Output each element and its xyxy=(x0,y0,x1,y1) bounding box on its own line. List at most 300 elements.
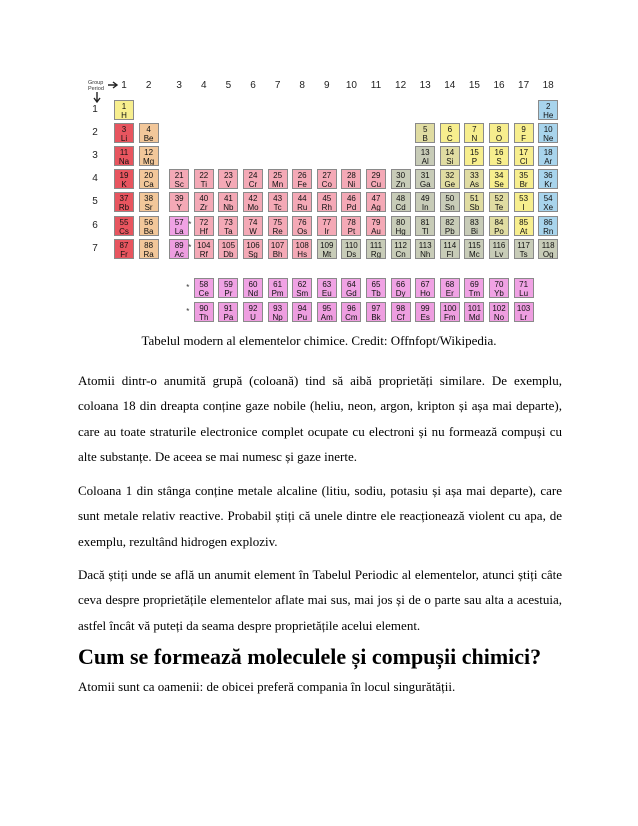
group-number-8: 8 xyxy=(299,80,305,91)
atomic-number: 54 xyxy=(543,194,553,204)
element-symbol: P xyxy=(471,157,478,167)
period-axis-label: Period xyxy=(88,86,104,92)
element-symbol: Sn xyxy=(444,203,455,213)
element-at xyxy=(514,216,534,236)
element-f xyxy=(514,123,534,143)
element-symbol: As xyxy=(469,180,480,190)
element-rn xyxy=(538,216,558,236)
element-symbol: Cm xyxy=(345,313,358,322)
element-rh xyxy=(317,192,337,212)
group-number-4: 4 xyxy=(201,80,207,91)
element-symbol: Bi xyxy=(470,226,478,236)
atomic-number: 25 xyxy=(273,171,283,181)
atomic-number: 108 xyxy=(295,240,309,250)
group-number-16: 16 xyxy=(493,80,505,91)
element-symbol: U xyxy=(250,313,256,322)
element-ir xyxy=(317,216,337,236)
atomic-number: 100 xyxy=(443,304,457,313)
element-symbol: Ts xyxy=(519,249,528,259)
element-symbol: Sm xyxy=(296,289,309,298)
atomic-number: 62 xyxy=(297,280,307,289)
element-symbol: Nb xyxy=(223,203,234,213)
element-cn xyxy=(391,239,411,259)
element-yb xyxy=(489,278,509,298)
element-pb xyxy=(440,216,460,236)
element-cf xyxy=(391,302,411,322)
element-fl xyxy=(440,239,460,259)
paragraph-position: Dacă știți unde se află un anumit element în Tabelul Periodic al elementelor, atunci știți câte ceva despre proprietățile elementelor aflate mai sus, mai jos și de o parte sau alta a acestuia, astfel încât vă puteți da seama despre proprietățile acelui element. xyxy=(78,567,562,633)
element-pm xyxy=(268,278,288,298)
element-te xyxy=(489,192,509,212)
element-b xyxy=(415,123,435,143)
element-symbol: Tl xyxy=(421,226,429,236)
element-sg xyxy=(243,239,263,259)
atomic-number: 97 xyxy=(371,304,381,313)
element-symbol: Ho xyxy=(420,289,431,298)
element-symbol: Am xyxy=(320,313,333,322)
element-sr xyxy=(139,192,159,212)
element-symbol: C xyxy=(446,134,453,144)
atomic-number: 102 xyxy=(492,304,506,313)
element-i xyxy=(514,192,534,212)
element-ni xyxy=(341,169,361,189)
atomic-number: 48 xyxy=(396,194,406,204)
element-symbol: Ta xyxy=(224,226,233,236)
atomic-number: 89 xyxy=(174,240,184,250)
element-symbol: Sr xyxy=(144,203,153,213)
group-number-17: 17 xyxy=(518,80,530,91)
element-symbol: Pu xyxy=(297,313,308,322)
element-ca xyxy=(139,169,159,189)
element-symbol: Ne xyxy=(543,134,554,144)
atomic-number: 75 xyxy=(273,217,283,227)
atomic-number: 1 xyxy=(121,102,127,111)
element-symbol: Zr xyxy=(200,203,208,213)
element-h xyxy=(114,100,134,120)
atomic-number: 28 xyxy=(346,171,356,181)
element-symbol: Th xyxy=(199,313,209,322)
element-nh xyxy=(415,239,435,259)
atomic-number: 49 xyxy=(420,194,430,204)
element-ge xyxy=(440,169,460,189)
atomic-number: 84 xyxy=(494,217,504,227)
element-symbol: Si xyxy=(446,157,454,167)
atomic-number: 113 xyxy=(418,240,432,250)
element-tm xyxy=(464,278,484,298)
periodic-table-figure xyxy=(86,78,566,330)
element-ba xyxy=(139,216,159,236)
atomic-number: 56 xyxy=(144,217,154,227)
element-symbol: Rb xyxy=(118,203,130,213)
element-er xyxy=(440,278,460,298)
element-symbol: Ir xyxy=(324,226,330,236)
element-dy xyxy=(391,278,411,298)
element-symbol: Pd xyxy=(346,203,357,213)
atomic-number: 9 xyxy=(521,125,526,135)
atomic-number: 5 xyxy=(422,125,428,135)
element-c xyxy=(440,123,460,143)
element-pu xyxy=(292,302,312,322)
element-symbol: At xyxy=(519,226,528,236)
element-cm xyxy=(341,302,361,322)
element-eu xyxy=(317,278,337,298)
element-symbol: Cl xyxy=(519,157,528,167)
element-symbol: Rg xyxy=(370,249,382,259)
element-symbol: Re xyxy=(272,226,283,236)
element-symbol: Md xyxy=(468,313,480,322)
atomic-number: 26 xyxy=(297,171,307,181)
element-zr xyxy=(194,192,214,212)
element-symbol: Ra xyxy=(143,249,154,259)
element-symbol: Lv xyxy=(494,249,504,259)
atomic-number: 111 xyxy=(369,240,383,250)
element-hs xyxy=(292,239,312,259)
element-ta xyxy=(218,216,238,236)
element-symbol: Gd xyxy=(346,289,357,298)
element-ne xyxy=(538,123,558,143)
element-ds xyxy=(341,239,361,259)
atomic-number: 29 xyxy=(371,171,381,181)
group-number-3: 3 xyxy=(176,80,182,91)
group-number-1: 1 xyxy=(121,80,127,91)
element-symbol: Lr xyxy=(520,313,528,322)
element-symbol: Og xyxy=(542,249,554,259)
element-symbol: Tb xyxy=(371,289,381,298)
element-symbol: Co xyxy=(321,180,332,190)
element-symbol: Y xyxy=(176,203,182,213)
element-symbol: F xyxy=(521,134,527,144)
element-symbol: Pm xyxy=(271,289,284,298)
element-symbol: Ce xyxy=(198,289,209,298)
atomic-number: 104 xyxy=(197,240,211,250)
element-zn xyxy=(391,169,411,189)
atomic-number: 76 xyxy=(297,217,307,227)
element-ag xyxy=(366,192,386,212)
element-tc xyxy=(268,192,288,212)
group-number-14: 14 xyxy=(444,80,456,91)
atomic-number: 90 xyxy=(199,304,209,313)
atomic-number: 85 xyxy=(519,217,529,227)
element-symbol: Ac xyxy=(174,249,184,259)
element-symbol: Pr xyxy=(224,289,233,298)
element-symbol: Cn xyxy=(395,249,406,259)
period-number-5: 5 xyxy=(92,196,98,208)
group-number-2: 2 xyxy=(145,80,152,91)
element-symbol: N xyxy=(471,134,478,144)
atomic-number: 44 xyxy=(297,194,307,204)
atomic-number: 67 xyxy=(420,280,430,289)
element-lr xyxy=(514,302,534,322)
atomic-number: 45 xyxy=(322,194,332,204)
element-symbol: Mn xyxy=(272,180,284,190)
element-symbol: Hg xyxy=(395,226,406,236)
atomic-number: 31 xyxy=(420,171,430,181)
element-si xyxy=(440,146,460,166)
atomic-number: 13 xyxy=(420,148,430,158)
element-symbol: La xyxy=(174,226,184,236)
atomic-number: 94 xyxy=(297,304,307,313)
atomic-number: 35 xyxy=(519,171,529,181)
element-mc xyxy=(464,239,484,259)
element-y xyxy=(169,192,189,212)
atomic-number: 82 xyxy=(445,217,455,227)
group-number-12: 12 xyxy=(395,80,407,91)
group-number-15: 15 xyxy=(468,80,480,91)
atomic-number: 21 xyxy=(174,171,184,181)
element-pd xyxy=(341,192,361,212)
paragraph-groups: Atomii dintr-o anumită grupă (coloană) tind să aibă proprietăți similare. De exemplu, coloana 18 din dreapta conține gaze nobile (heliu, neon, argon, kripton și așa mai departe), care au toate straturile electronice complet ocupate cu electroni și nu formează compuși cu alte substanțe. De aceea se mai numesc și gaze inerte. xyxy=(78,373,562,465)
element-sc xyxy=(169,169,189,189)
atomic-number: 32 xyxy=(445,171,455,181)
element-w xyxy=(243,216,263,236)
element-hf xyxy=(194,216,214,236)
period-number-1: 1 xyxy=(92,104,98,115)
element-es xyxy=(415,302,435,322)
atomic-number: 47 xyxy=(371,194,381,204)
element-symbol: Be xyxy=(143,134,154,144)
atomic-number: 10 xyxy=(543,125,553,135)
element-symbol: Ag xyxy=(371,203,381,213)
atomic-number: 95 xyxy=(322,304,332,313)
element-symbol: Fe xyxy=(297,180,307,190)
element-nd xyxy=(243,278,263,298)
element-symbol: Bk xyxy=(371,313,381,322)
element-cr xyxy=(243,169,263,189)
atomic-number: 52 xyxy=(494,194,504,204)
atomic-number: 88 xyxy=(144,240,154,250)
atomic-number: 69 xyxy=(469,280,479,289)
atomic-number: 114 xyxy=(443,240,457,250)
atomic-number: 43 xyxy=(273,194,283,204)
atomic-number: 118 xyxy=(541,240,555,250)
atomic-number: 18 xyxy=(543,148,553,158)
element-s xyxy=(489,146,509,166)
element-am xyxy=(317,302,337,322)
element-rf xyxy=(194,239,214,259)
element-ts xyxy=(514,239,534,259)
element-cl xyxy=(514,146,534,166)
element-symbol: Nd xyxy=(247,289,259,298)
group-number-6: 6 xyxy=(250,80,256,91)
element-u xyxy=(243,302,263,322)
element-symbol: I xyxy=(522,203,525,213)
atomic-number: 59 xyxy=(223,280,233,289)
atomic-number: 30 xyxy=(396,171,406,181)
element-sb xyxy=(464,192,484,212)
atomic-number: 91 xyxy=(223,304,233,313)
element-symbol: Rh xyxy=(321,203,332,213)
element-po xyxy=(489,216,509,236)
atomic-number: 39 xyxy=(174,194,184,204)
atomic-number: 73 xyxy=(223,217,233,227)
element-symbol: Nh xyxy=(420,249,431,259)
element-xe xyxy=(538,192,558,212)
element-symbol: Hf xyxy=(199,226,208,236)
element-og xyxy=(538,239,558,259)
atomic-number: 79 xyxy=(371,217,381,227)
atomic-number: 60 xyxy=(248,280,258,289)
atomic-number: 106 xyxy=(246,240,260,250)
element-fe xyxy=(292,169,312,189)
element-np xyxy=(268,302,288,322)
atomic-number: 80 xyxy=(396,217,406,227)
element-kr xyxy=(538,169,558,189)
element-bi xyxy=(464,216,484,236)
element-symbol: Fr xyxy=(120,249,128,259)
element-al xyxy=(415,146,435,166)
atomic-number: 41 xyxy=(223,194,233,204)
element-symbol: Rn xyxy=(543,226,554,236)
element-symbol: Ba xyxy=(143,226,154,236)
group-number-5: 5 xyxy=(225,80,232,91)
element-symbol: Er xyxy=(445,289,454,298)
element-symbol: Sg xyxy=(248,249,258,259)
element-cd xyxy=(391,192,411,212)
atomic-number: 107 xyxy=(270,240,285,250)
atomic-number: 105 xyxy=(221,240,236,250)
element-symbol: Ti xyxy=(200,180,207,190)
element-symbol: Na xyxy=(118,157,130,167)
element-v xyxy=(218,169,238,189)
element-mn xyxy=(268,169,288,189)
element-cs xyxy=(114,216,134,236)
element-fm xyxy=(440,302,460,322)
atomic-number: 42 xyxy=(248,194,258,204)
element-symbol: He xyxy=(543,111,554,120)
element-au xyxy=(366,216,386,236)
element-re xyxy=(268,216,288,236)
atomic-number: 77 xyxy=(322,217,332,227)
element-symbol: Fm xyxy=(444,313,456,322)
atomic-number: 92 xyxy=(248,304,258,313)
atomic-number: 36 xyxy=(543,171,553,181)
paragraph-alkali: Coloana 1 din stânga conține metale alcaline (litiu, sodiu, potasiu și așa mai departe), care sunt metale relativ reactive. Probabil știți că unele dintre ele reacționează violent cu apa, de exemplu, rezultând hidrogen exploziv. xyxy=(78,483,562,549)
element-symbol: Mt xyxy=(322,249,332,259)
atomic-number: 65 xyxy=(371,280,381,289)
atomic-number: 117 xyxy=(517,240,530,250)
element-symbol: Os xyxy=(297,226,308,236)
star-marker-period-6: * xyxy=(188,219,192,229)
atomic-number: 27 xyxy=(322,171,332,181)
element-tb xyxy=(366,278,386,298)
atomic-number: 51 xyxy=(469,194,479,204)
element-symbol: Tm xyxy=(468,289,481,298)
element-symbol: Cu xyxy=(370,180,382,190)
element-tl xyxy=(415,216,435,236)
element-symbol: Ds xyxy=(346,249,357,259)
element-p xyxy=(464,146,484,166)
element-pt xyxy=(341,216,361,236)
element-sm xyxy=(292,278,312,298)
element-k xyxy=(114,169,134,189)
element-nb xyxy=(218,192,238,212)
element-symbol: H xyxy=(121,111,127,120)
group-number-9: 9 xyxy=(324,80,330,91)
atomic-number: 83 xyxy=(469,217,479,227)
atomic-number: 57 xyxy=(174,217,184,227)
element-symbol: Ru xyxy=(297,203,308,213)
element-symbol: Pt xyxy=(347,226,356,236)
element-symbol: Bh xyxy=(272,249,283,259)
element-o xyxy=(489,123,509,143)
atomic-number: 93 xyxy=(273,304,283,313)
atomic-number: 19 xyxy=(119,171,129,181)
atomic-number: 112 xyxy=(394,240,407,250)
element-symbol: Au xyxy=(371,226,381,236)
element-symbol: Np xyxy=(272,313,283,322)
atomic-number: 4 xyxy=(146,125,151,135)
period-number-3: 3 xyxy=(92,150,98,162)
element-symbol: Pa xyxy=(223,313,234,322)
element-symbol: Te xyxy=(494,203,504,213)
atomic-number: 72 xyxy=(199,217,209,227)
section-heading: Cum se formează moleculele și compușii chimici? xyxy=(78,644,542,669)
element-bk xyxy=(366,302,386,322)
element-co xyxy=(317,169,337,189)
group-axis-label: Group xyxy=(88,80,104,86)
atomic-number: 58 xyxy=(199,280,209,289)
element-symbol: Hs xyxy=(297,249,308,259)
atomic-number: 40 xyxy=(199,194,209,204)
element-symbol: Cs xyxy=(119,226,129,236)
element-pr xyxy=(218,278,238,298)
atomic-number: 101 xyxy=(467,304,482,313)
element-symbol: Kr xyxy=(544,180,553,190)
atomic-number: 46 xyxy=(346,194,356,204)
element-mg xyxy=(139,146,159,166)
element-symbol: Fl xyxy=(446,249,454,259)
element-rg xyxy=(366,239,386,259)
element-symbol: Cr xyxy=(248,180,258,190)
atomic-number: 8 xyxy=(496,125,502,135)
element-md xyxy=(464,302,484,322)
atomic-number: 17 xyxy=(519,148,529,158)
element-br xyxy=(514,169,534,189)
atomic-number: 110 xyxy=(345,240,358,250)
element-pa xyxy=(218,302,238,322)
element-symbol: B xyxy=(422,134,428,144)
atomic-number: 37 xyxy=(119,194,129,204)
atomic-number: 50 xyxy=(445,194,455,204)
period-number-6: 6 xyxy=(92,219,98,231)
element-os xyxy=(292,216,312,236)
element-symbol: Lu xyxy=(519,289,529,298)
element-no xyxy=(489,302,509,322)
group-number-10: 10 xyxy=(345,80,357,91)
atomic-number: 55 xyxy=(119,217,129,227)
element-rb xyxy=(114,192,134,212)
period-number-4: 4 xyxy=(92,173,98,185)
element-ce xyxy=(194,278,214,298)
element-ga xyxy=(415,169,435,189)
atomic-number: 33 xyxy=(469,171,479,181)
element-symbol: Ga xyxy=(419,180,431,190)
element-be xyxy=(139,123,159,143)
atomic-number: 34 xyxy=(494,171,504,181)
element-symbol: K xyxy=(121,180,127,190)
element-symbol: Dy xyxy=(395,289,406,298)
element-symbol: Xe xyxy=(543,203,554,213)
element-symbol: Rf xyxy=(199,249,208,259)
atomic-number: 64 xyxy=(346,280,356,289)
atomic-number: 74 xyxy=(248,217,258,227)
element-symbol: Se xyxy=(494,180,504,190)
section-intro: Atomii sunt ca oamenii: de obicei preferă compania în locul singurătății. xyxy=(78,679,456,694)
element-symbol: Tc xyxy=(273,203,282,213)
star-marker-period-7: * xyxy=(188,242,192,252)
atomic-number: 71 xyxy=(519,280,529,289)
atomic-number: 7 xyxy=(472,125,477,135)
